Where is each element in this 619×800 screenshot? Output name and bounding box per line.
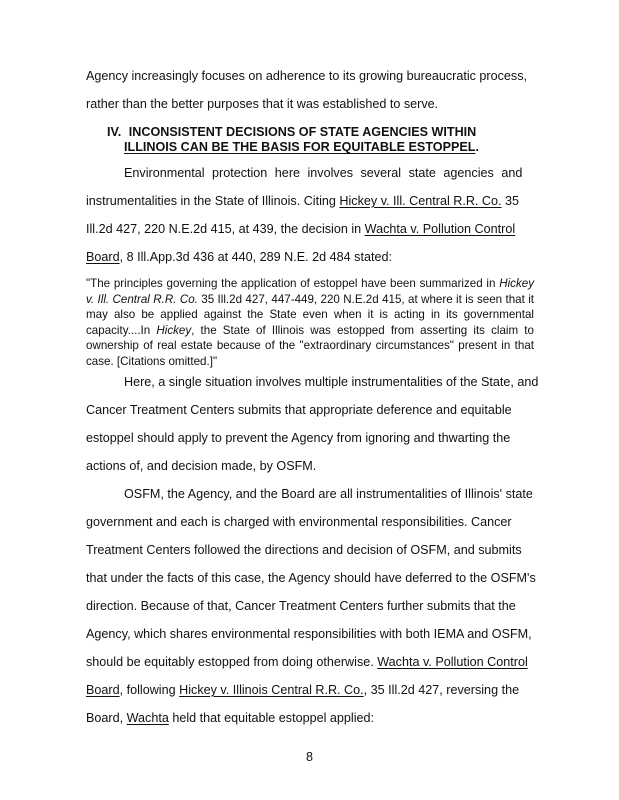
case-citation: Hickey v. Ill. Central R.R. Co. — [86, 277, 534, 306]
text-line — [86, 572, 536, 585]
text: "The principles governing the application of estoppel have been summarized in — [86, 277, 500, 290]
text: , the State of Illinois was estopped from asserting its claim to ownership of real estate because of the "extraordinary circumstances" present in that case. [Citations omitted.]" — [86, 323, 534, 368]
text-line — [86, 251, 392, 264]
text-line — [86, 404, 512, 417]
text: Cancer Treatment Centers submits that appropriate deference and equitable — [86, 403, 512, 417]
text: government and each is charged with environmental responsibilities. Cancer — [86, 515, 512, 529]
case-citation: Hickey — [156, 323, 192, 337]
text-line — [86, 223, 515, 236]
text-line — [86, 432, 510, 445]
text: OSFM, the Agency, and the Board are all instrumentalities of Illinois' state — [124, 487, 533, 501]
page-number: 8 — [305, 750, 313, 764]
case-citation: Wachta — [126, 711, 169, 725]
text: Board, — [86, 711, 127, 725]
text-line — [86, 516, 512, 529]
text: , following — [119, 683, 180, 697]
text: held that equitable estoppel applied: — [168, 711, 375, 725]
text-line — [86, 70, 533, 83]
text-line — [86, 628, 532, 641]
text-line — [86, 684, 519, 697]
text-line — [86, 544, 522, 557]
block-quote — [86, 276, 534, 369]
text-line — [86, 712, 374, 725]
case-citation: Board — [86, 683, 120, 697]
case-citation: Hickey v. Illinois Central R.R. Co. — [179, 683, 364, 697]
text-line — [124, 167, 533, 180]
text: Treatment Centers followed the directions and decision of OSFM, and submits — [86, 543, 522, 557]
text: , 35 Ill.2d 427, reversing the — [363, 683, 520, 697]
text: direction. Because of that, Cancer Treatment Centers further submits that the — [86, 599, 516, 613]
text: 35 — [501, 194, 520, 208]
text: Here, a single situation involves multiple instrumentalities of the State, and — [124, 375, 539, 389]
section-heading-line1 — [107, 126, 476, 139]
text-line — [86, 600, 516, 613]
section-heading-text: INCONSISTENT DECISIONS OF STATE AGENCIES WITHIN — [128, 125, 477, 139]
case-citation: Hickey v. Ill. Central R.R. Co. — [339, 194, 502, 208]
text: 35 Ill.2d 427, 447-449, 220 N.E.2d 415, at where it is seen that it may also be applied against the State even when it is acting in its governmental capacity....In — [86, 292, 534, 337]
text-line — [124, 488, 533, 501]
section-heading-text: ILLINOIS CAN BE THE BASIS FOR EQUITABLE ESTOPPEL — [124, 140, 476, 154]
text: actions of, and decision made, by OSFM. — [86, 459, 317, 473]
text: Environmental protection here involves several state agencies and — [124, 166, 523, 180]
text-line — [86, 195, 519, 208]
section-heading-line2 — [124, 141, 479, 154]
case-citation: Board — [86, 250, 120, 264]
text-line — [124, 376, 538, 389]
text: should be equitably estopped from doing otherwise. — [86, 655, 378, 669]
text: Agency, which shares environmental responsibilities with both IEMA and OSFM, — [86, 627, 532, 641]
period: . — [475, 140, 479, 154]
text: that under the facts of this case, the Agency should have deferred to the OSFM's — [86, 571, 536, 585]
text: rather than the better purposes that it was established to serve. — [86, 97, 439, 111]
text-line — [86, 98, 438, 111]
text: , 8 Ill.App.3d 436 at 440, 289 N.E. 2d 484 stated: — [119, 250, 392, 264]
text-line — [86, 460, 316, 473]
text: instrumentalities in the State of Illinois. Citing — [86, 194, 340, 208]
case-citation: Wachta v. Pollution Control — [364, 222, 516, 236]
text-line — [86, 656, 528, 669]
text: Ill.2d 427, 220 N.E.2d 415, at 439, the decision in — [86, 222, 365, 236]
case-citation: Wachta v. Pollution Control — [377, 655, 528, 669]
text: Agency increasingly focuses on adherence to its growing bureaucratic process, — [86, 69, 528, 83]
section-number: IV. — [107, 125, 122, 139]
text: estoppel should apply to prevent the Agency from ignoring and thwarting the — [86, 431, 511, 445]
